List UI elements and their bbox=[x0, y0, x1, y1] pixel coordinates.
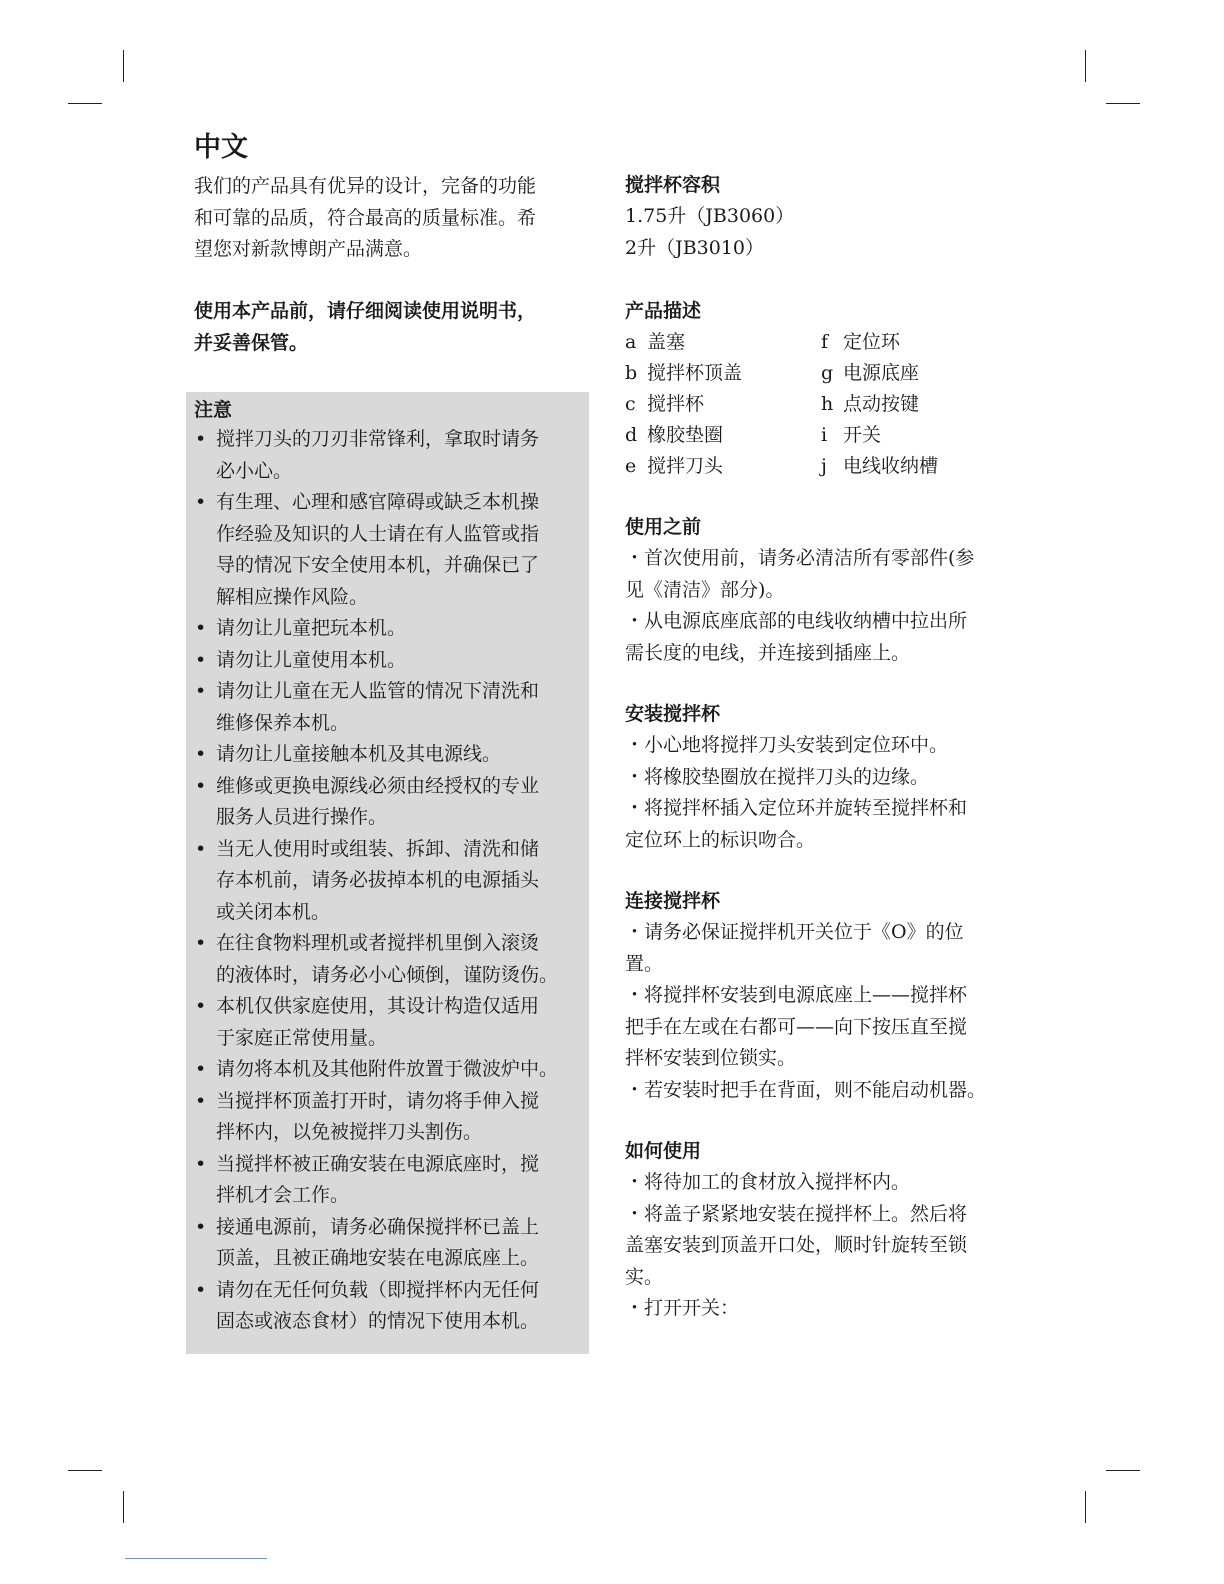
install-line: ・将搅拌杯插入定位环并旋转至搅拌杯和 bbox=[625, 797, 968, 819]
crop-mark-top-right-h bbox=[1106, 103, 1140, 104]
part-name: 电线收纳槽 bbox=[843, 455, 939, 477]
part-item bbox=[625, 389, 821, 420]
notice-item bbox=[194, 834, 586, 929]
before-use-section bbox=[625, 512, 1017, 669]
notice-title: 注意 bbox=[194, 399, 233, 421]
part-letter: g bbox=[821, 362, 834, 384]
notice-item bbox=[194, 424, 586, 487]
read-line: 并妥善保管。 bbox=[194, 331, 309, 354]
notice-item-line: 本机仅供家庭使用，其设计构造仅适用 bbox=[216, 995, 540, 1017]
notice-item-line: 有生理、心理和感官障碍或缺乏本机操 bbox=[216, 491, 540, 513]
intro-line: 我们的产品具有优异的设计，完备的功能 bbox=[194, 175, 537, 197]
notice-item-line: 搅拌刀头的刀刃非常锋利，拿取时请务 bbox=[216, 428, 540, 450]
notice-item-line: 服务人员进行操作。 bbox=[216, 806, 388, 828]
part-letter: c bbox=[625, 393, 636, 415]
how-to-line: 盖塞安装到顶盖开口处，顺时针旋转至锁 bbox=[625, 1234, 968, 1256]
notice-item-line: 请勿让儿童把玩本机。 bbox=[216, 617, 407, 639]
how-to-section bbox=[625, 1136, 1017, 1325]
part-letter: b bbox=[625, 362, 638, 384]
notice-item-line: 请勿让儿童接触本机及其电源线。 bbox=[216, 743, 502, 765]
notice-item-line: 拌机才会工作。 bbox=[216, 1184, 350, 1206]
connect-line: 拌杯安装到位锁实。 bbox=[625, 1047, 797, 1069]
crop-mark-top-left-v bbox=[123, 50, 124, 82]
connect-line: 把手在左或在右都可——向下按压直至搅 bbox=[625, 1015, 968, 1038]
parts-column bbox=[625, 327, 821, 482]
part-letter: j bbox=[821, 455, 827, 477]
notice-item bbox=[194, 928, 586, 991]
before-use-line: 见《清洁》部分)。 bbox=[625, 578, 785, 601]
notice-item-line: 请勿让儿童使用本机。 bbox=[216, 648, 407, 671]
install-line: 定位环上的标识吻合。 bbox=[625, 828, 816, 851]
notice-item bbox=[194, 991, 586, 1054]
notice-item-line: 请勿在无任何负载（即搅拌杯内无任何 bbox=[216, 1278, 540, 1301]
notice-item bbox=[194, 1149, 586, 1212]
intro-line: 和可靠的品质，符合最高的质量标准。希 bbox=[194, 206, 537, 229]
notice-item-line: 请勿让儿童在无人监管的情况下清洗和 bbox=[216, 680, 540, 702]
section-title: 产品描述 bbox=[625, 300, 702, 322]
how-to-line: ・将待加工的食材放入搅拌杯内。 bbox=[625, 1171, 911, 1193]
notice-item-line: 作经验及知识的人士请在有人监管或指 bbox=[216, 522, 540, 545]
install-line: ・小心地将搅拌刀头安装到定位环中。 bbox=[625, 734, 949, 756]
read-instructions bbox=[194, 295, 586, 359]
how-to-line: ・打开开关： bbox=[625, 1297, 740, 1319]
section-title: 使用之前 bbox=[625, 516, 702, 538]
part-item bbox=[625, 420, 821, 451]
notice-item-line: 当无人使用时或组装、拆卸、清洗和储 bbox=[216, 837, 540, 860]
notice-item bbox=[194, 1054, 586, 1086]
crop-mark-bottom-right-h bbox=[1106, 1470, 1140, 1471]
notice-item-line: 接通电源前，请务必确保搅拌杯已盖上 bbox=[216, 1215, 540, 1238]
notice-item bbox=[194, 771, 586, 834]
before-use-line: ・从电源底座底部的电线收纳槽中拉出所 bbox=[625, 610, 968, 632]
notice-item-line: 维修或更换电源线必须由经授权的专业 bbox=[216, 774, 540, 797]
install-line: ・将橡胶垫圈放在搅拌刀头的边缘。 bbox=[625, 765, 930, 788]
how-to-line: 实。 bbox=[625, 1265, 664, 1288]
notice-item-line: 当搅拌杯顶盖打开时，请勿将手伸入搅 bbox=[216, 1089, 540, 1112]
connect-line: ・若安装时把手在背面，则不能启动机器。 bbox=[625, 1078, 987, 1101]
notice-list bbox=[194, 424, 586, 1338]
part-letter: e bbox=[625, 455, 637, 477]
capacity-line: 1.75升（JB3060） bbox=[625, 205, 795, 227]
read-line: 使用本产品前，请仔细阅读使用说明书， bbox=[194, 299, 537, 322]
section-title: 如何使用 bbox=[625, 1140, 702, 1162]
notice-item-line: 必小心。 bbox=[216, 459, 293, 482]
notice-item-line: 维修保养本机。 bbox=[216, 711, 350, 734]
part-name: 定位环 bbox=[843, 331, 901, 353]
crop-mark-bottom-right-v bbox=[1085, 1491, 1086, 1523]
part-letter: a bbox=[625, 331, 637, 353]
part-name: 搅拌杯顶盖 bbox=[647, 362, 743, 384]
notice-item-line: 存本机前，请务必拔掉本机的电源插头 bbox=[216, 869, 540, 891]
notice-item-line: 请勿将本机及其他附件放置于微波炉中。 bbox=[216, 1058, 559, 1080]
install-section bbox=[625, 699, 1017, 856]
notice-item bbox=[194, 676, 586, 739]
part-item bbox=[625, 327, 821, 358]
part-item bbox=[821, 327, 1017, 358]
description-section bbox=[625, 296, 1017, 482]
page-title: 中文 bbox=[194, 132, 248, 163]
connect-line: 置。 bbox=[625, 952, 664, 975]
capacity-line: 2升（JB3010） bbox=[625, 236, 765, 259]
notice-item-line: 顶盖，且被正确地安装在电源底座上。 bbox=[216, 1247, 540, 1269]
crop-mark-top-right-v bbox=[1085, 50, 1086, 82]
part-name: 盖塞 bbox=[647, 331, 686, 353]
parts-column bbox=[821, 327, 1017, 482]
part-letter: f bbox=[821, 331, 829, 353]
connect-line: ・将搅拌杯安装到电源底座上——搅拌杯 bbox=[625, 984, 968, 1006]
section-title: 连接搅拌杯 bbox=[625, 890, 721, 912]
notice-item bbox=[194, 645, 586, 677]
crop-mark-bottom-left-v bbox=[123, 1491, 124, 1523]
intro-line: 望您对新款博朗产品满意。 bbox=[194, 238, 423, 260]
notice-item bbox=[194, 1212, 586, 1275]
part-item bbox=[821, 420, 1017, 451]
crop-mark-top-left-h bbox=[68, 103, 102, 104]
notice-item-line: 的液体时，请务必小心倾倒，谨防烫伤。 bbox=[216, 963, 559, 986]
part-name: 橡胶垫圈 bbox=[647, 424, 724, 446]
before-use-line: ・首次使用前，请务必清洁所有零部件(参 bbox=[625, 547, 975, 569]
section-title: 安装搅拌杯 bbox=[625, 703, 721, 725]
part-letter: d bbox=[625, 424, 638, 446]
notice-item-line: 或关闭本机。 bbox=[216, 900, 331, 923]
notice-item-line: 在往食物料理机或者搅拌机里倒入滚烫 bbox=[216, 932, 540, 954]
part-name: 开关 bbox=[843, 424, 882, 446]
crop-mark-bottom-left-h bbox=[68, 1470, 102, 1471]
notice-item bbox=[194, 613, 586, 645]
part-name: 搅拌刀头 bbox=[647, 455, 724, 477]
right-column bbox=[625, 170, 1017, 1351]
part-item bbox=[821, 358, 1017, 389]
notice-item bbox=[194, 739, 586, 771]
notice-item bbox=[194, 1086, 586, 1149]
part-item bbox=[821, 451, 1017, 482]
before-use-line: 需长度的电线，并连接到插座上。 bbox=[625, 641, 911, 664]
notice-item-line: 当搅拌杯被正确安装在电源底座时，搅 bbox=[216, 1152, 540, 1175]
left-column bbox=[194, 130, 586, 359]
connect-line: ・请务必保证搅拌机开关位于《O》的位 bbox=[625, 921, 964, 943]
part-item bbox=[625, 451, 821, 482]
part-letter: i bbox=[821, 424, 828, 446]
notice-item bbox=[194, 1275, 586, 1338]
notice-item-line: 固态或液态食材）的情况下使用本机。 bbox=[216, 1310, 540, 1332]
intro-paragraph bbox=[194, 171, 586, 266]
notice-section bbox=[194, 396, 586, 1338]
part-letter: h bbox=[821, 393, 834, 415]
part-name: 搅拌杯 bbox=[647, 393, 705, 415]
notice-item-line: 解相应操作风险。 bbox=[216, 585, 369, 608]
part-item bbox=[821, 389, 1017, 420]
notice-item-line: 导的情况下安全使用本机，并确保已了 bbox=[216, 554, 540, 576]
part-name: 电源底座 bbox=[843, 362, 920, 384]
how-to-line: ・将盖子紧紧地安装在搅拌杯上。然后将 bbox=[625, 1202, 968, 1225]
part-name: 点动按键 bbox=[843, 393, 920, 415]
notice-item-line: 于家庭正常使用量。 bbox=[216, 1026, 388, 1049]
capacity-section bbox=[625, 170, 1017, 264]
part-item bbox=[625, 358, 821, 389]
notice-item-line: 拌杯内，以免被搅拌刀头割伤。 bbox=[216, 1121, 483, 1143]
notice-item bbox=[194, 487, 586, 613]
parts-list bbox=[625, 327, 1017, 482]
section-title: 搅拌杯容积 bbox=[625, 174, 721, 196]
bottom-rule bbox=[125, 1558, 267, 1559]
connect-section bbox=[625, 886, 1017, 1106]
